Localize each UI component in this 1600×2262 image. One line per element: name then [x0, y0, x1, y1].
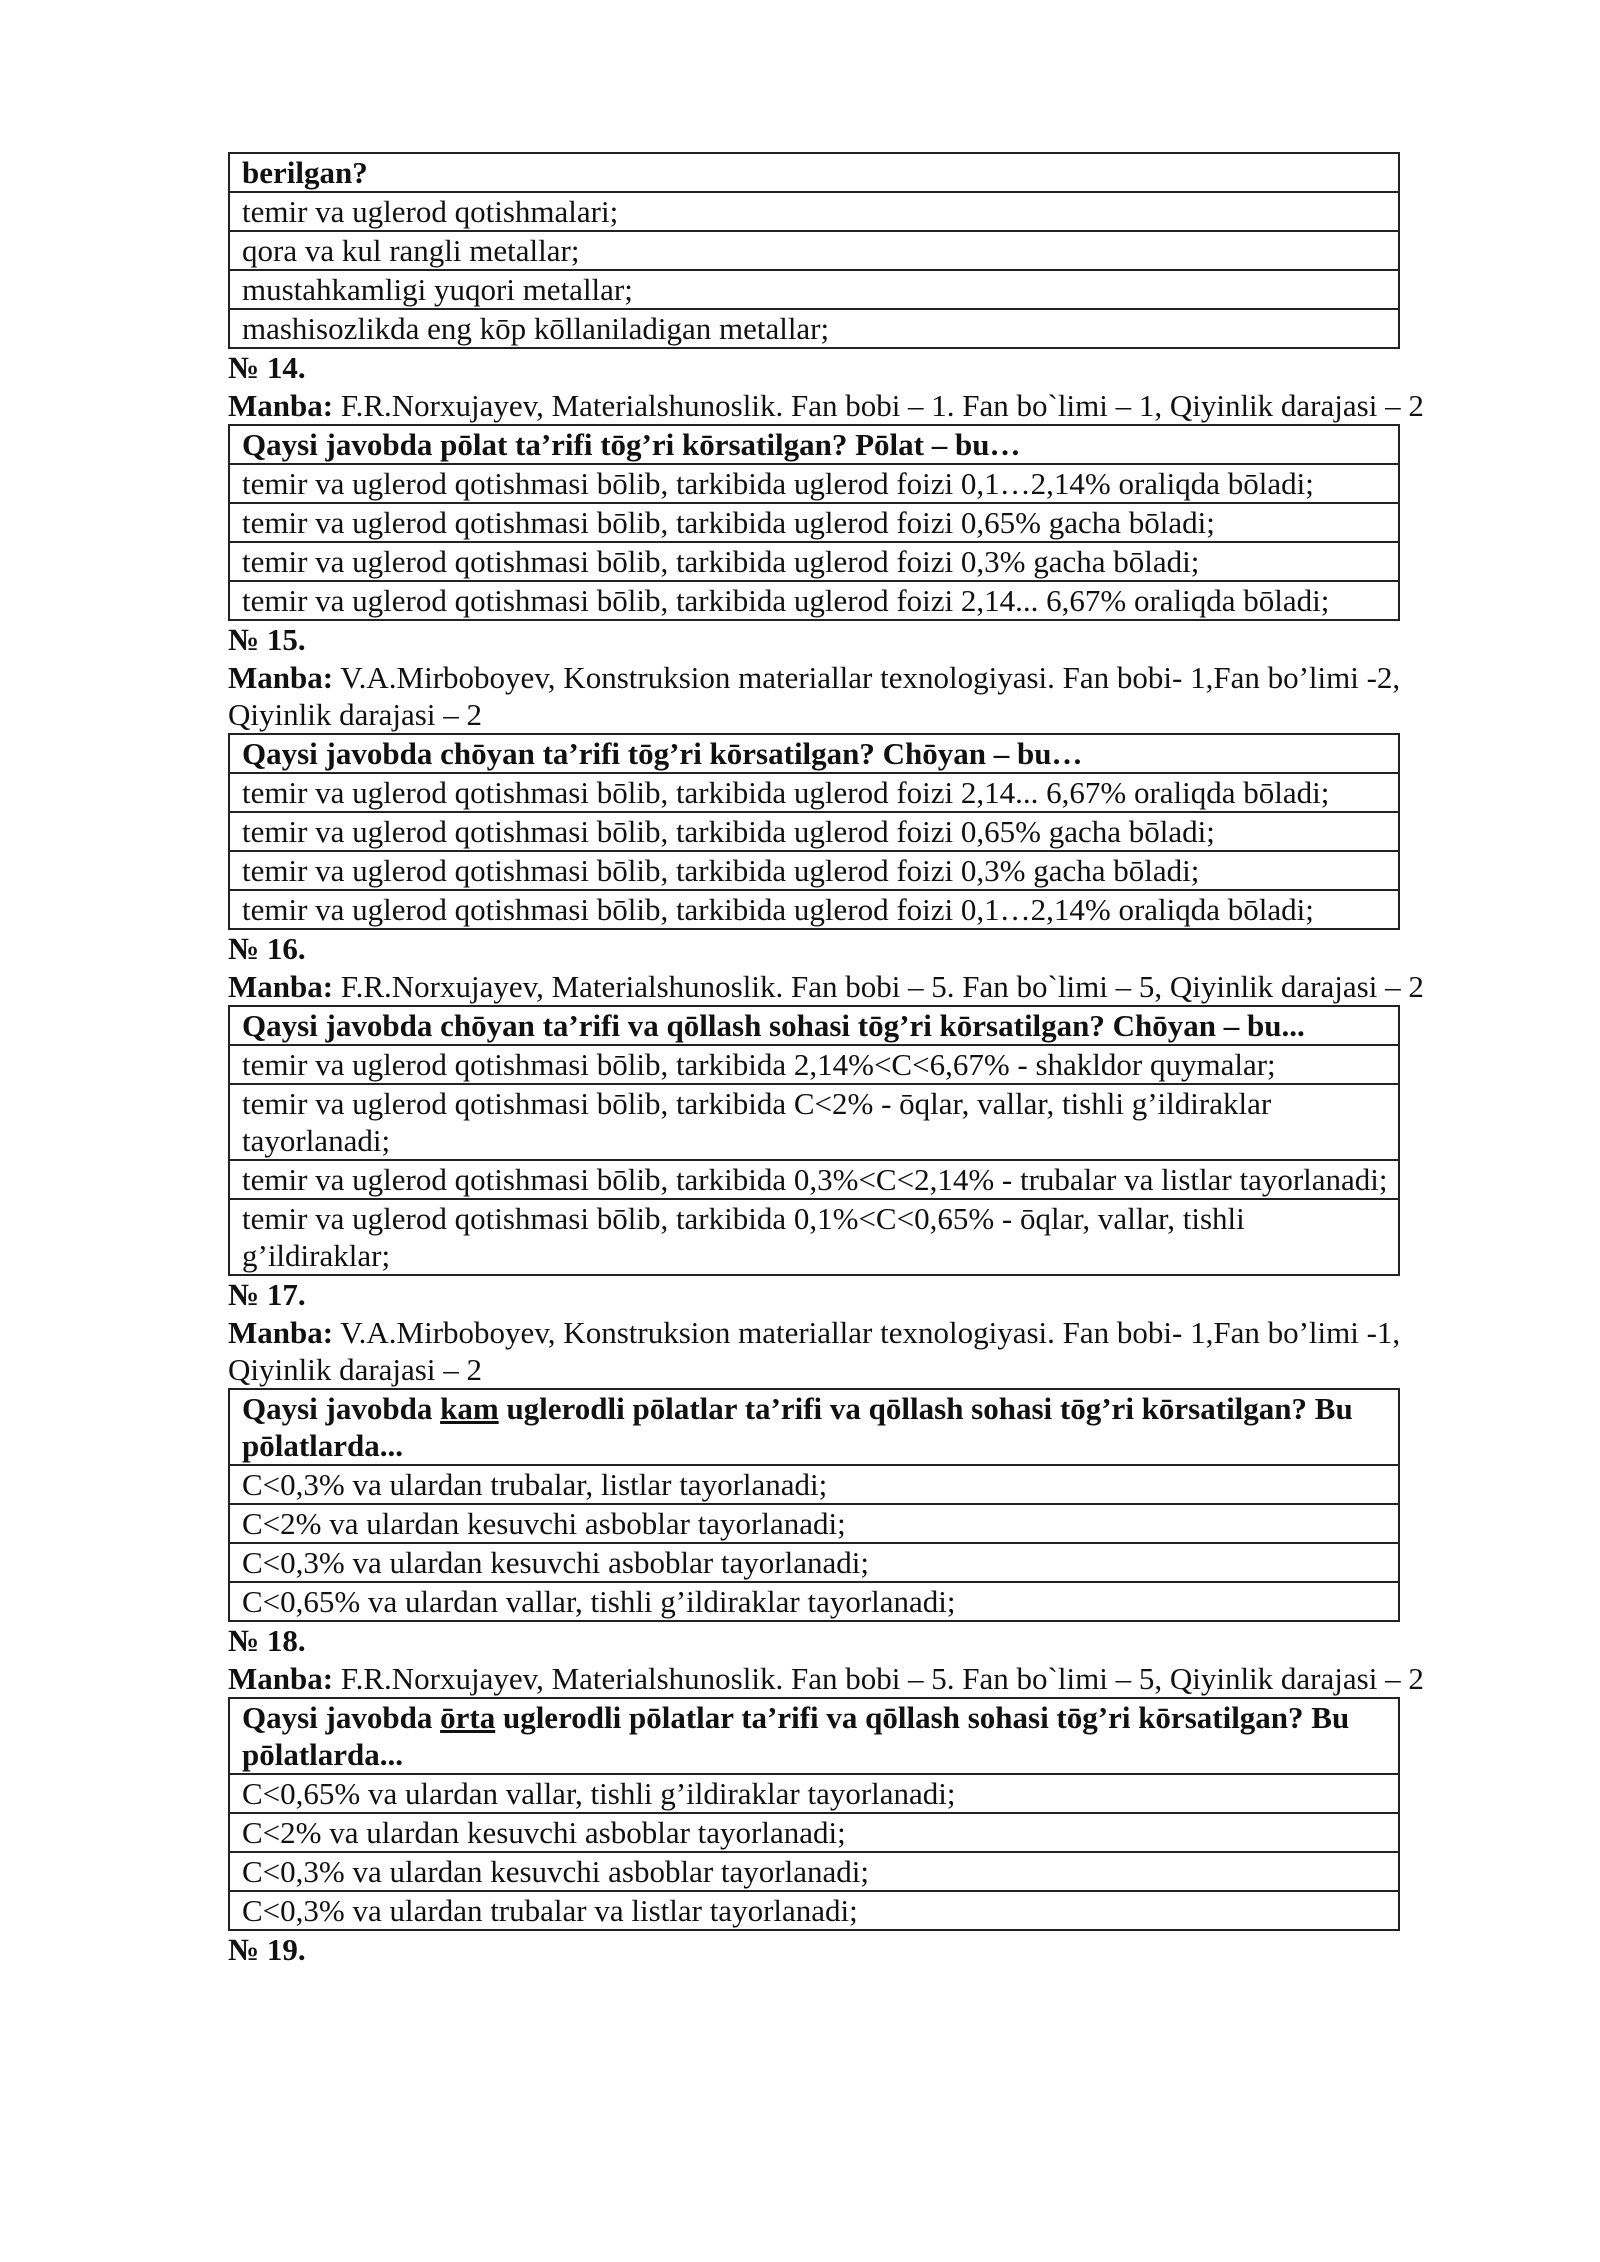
question-13-table [228, 152, 1400, 349]
answer-option: qora va kul rangli metallar; [229, 231, 1399, 270]
question-17-source [228, 1314, 1460, 1388]
answer-option: C<2% va ulardan kesuvchi asboblar tayorlanadi; [229, 1504, 1399, 1543]
question-15-source [228, 659, 1460, 733]
stem-part: Qaysi javobda [242, 1700, 441, 1735]
question-17-number: № 17. [228, 1277, 306, 1312]
source-label: Manba: [228, 660, 334, 695]
question-18-source [228, 1660, 1460, 1697]
question-16-number: № 16. [228, 931, 306, 966]
question-14-number: № 14. [228, 350, 306, 385]
stem-underlined-word: kam [440, 1391, 499, 1426]
question-19-number: № 19. [228, 1932, 306, 1967]
answer-option: mashisozlikda eng kōp kōllaniladigan metallar; [229, 309, 1399, 348]
answer-option: temir va uglerod qotishmasi bōlib, tarkibida C<2% - ōqlar, vallar, tishli g’ildiraklar tayorlanadi; [229, 1084, 1399, 1160]
answer-option: C<2% va ulardan kesuvchi asboblar tayorlanadi; [229, 1813, 1399, 1852]
question-15-table [228, 733, 1400, 930]
answer-option: C<0,3% va ulardan trubalar va listlar tayorlanadi; [229, 1891, 1399, 1930]
source-label: Manba: [228, 1315, 334, 1350]
question-13-stem: berilgan? [229, 153, 1399, 192]
source-label: Manba: [228, 1661, 334, 1696]
question-17-stem [229, 1389, 1399, 1465]
source-label: Manba: [228, 969, 334, 1004]
answer-option: C<0,3% va ulardan trubalar, listlar tayorlanadi; [229, 1465, 1399, 1504]
question-16-source [228, 968, 1460, 1005]
question-15-stem: Qaysi javobda chōyan ta’rifi tōg’ri kōrsatilgan? Chōyan – bu… [229, 734, 1399, 773]
answer-option: temir va uglerod qotishmasi bōlib, tarkibida uglerod foizi 0,1…2,14% oraliqda bōladi; [229, 890, 1399, 929]
question-14-table [228, 424, 1400, 621]
answer-option: temir va uglerod qotishmalari; [229, 192, 1399, 231]
answer-option: temir va uglerod qotishmasi bōlib, tarkibida uglerod foizi 0,3% gacha bōladi; [229, 542, 1399, 581]
answer-option: temir va uglerod qotishmasi bōlib, tarkibida uglerod foizi 0,65% gacha bōladi; [229, 812, 1399, 851]
source-text: V.A.Mirboboyev, Konstruksion materiallar texnologiyasi. Fan bobi- 1,Fan bo’limi -1, Qiyinlik darajasi – 2 [228, 1315, 1401, 1387]
document-page [228, 152, 1424, 1969]
stem-part: Qaysi javobda [242, 1391, 441, 1426]
answer-option: mustahkamligi yuqori metallar; [229, 270, 1399, 309]
question-16-stem: Qaysi javobda chōyan ta’rifi va qōllash sohasi tōg’ri kōrsatilgan? Chōyan – bu... [229, 1006, 1399, 1045]
question-14-source [228, 387, 1460, 424]
answer-option: temir va uglerod qotishmasi bōlib, tarkibida uglerod foizi 0,3% gacha bōladi; [229, 851, 1399, 890]
answer-option: temir va uglerod qotishmasi bōlib, tarkibida uglerod foizi 0,65% gacha bōladi; [229, 503, 1399, 542]
stem-part: uglerodli pōlatlar ta’rifi va qōllash sohasi tōg’ri kōrsatilgan? Bu pōlatlarda... [242, 1700, 1350, 1772]
stem-underlined-word: ōrta [440, 1700, 496, 1735]
question-16-table [228, 1005, 1400, 1276]
question-15-number: № 15. [228, 622, 306, 657]
answer-option: temir va uglerod qotishmasi bōlib, tarkibida 0,3%<C<2,14% - trubalar va listlar tayorlanadi; [229, 1160, 1399, 1199]
source-text: F.R.Norxujayev, Materialshunoslik. Fan bobi – 5. Fan bo`limi – 5, Qiyinlik darajasi – 2 [340, 969, 1424, 1004]
question-18-table [228, 1697, 1400, 1931]
answer-option: C<0,65% va ulardan vallar, tishli g’ildiraklar tayorlanadi; [229, 1774, 1399, 1813]
stem-part: uglerodli pōlatlar ta’rifi va qōllash sohasi tōg’ri kōrsatilgan? Bu pōlatlarda... [242, 1391, 1353, 1463]
source-label: Manba: [228, 388, 334, 423]
answer-option: temir va uglerod qotishmasi bōlib, tarkibida 0,1%<C<0,65% - ōqlar, vallar, tishli g’ildiraklar; [229, 1199, 1399, 1275]
answer-option: C<0,3% va ulardan kesuvchi asboblar tayorlanadi; [229, 1543, 1399, 1582]
source-text: V.A.Mirboboyev, Konstruksion materiallar texnologiyasi. Fan bobi- 1,Fan bo’limi -2, Qiyinlik darajasi – 2 [228, 660, 1401, 732]
answer-option: C<0,3% va ulardan kesuvchi asboblar tayorlanadi; [229, 1852, 1399, 1891]
source-text: F.R.Norxujayev, Materialshunoslik. Fan bobi – 1. Fan bo`limi – 1, Qiyinlik darajasi – 2 [340, 388, 1424, 423]
source-text: F.R.Norxujayev, Materialshunoslik. Fan bobi – 5. Fan bo`limi – 5, Qiyinlik darajasi – 2 [340, 1661, 1424, 1696]
answer-option: temir va uglerod qotishmasi bōlib, tarkibida 2,14%<C<6,67% - shakldor quymalar; [229, 1045, 1399, 1084]
question-18-stem [229, 1698, 1399, 1774]
question-18-number: № 18. [228, 1623, 306, 1658]
answer-option: temir va uglerod qotishmasi bōlib, tarkibida uglerod foizi 2,14... 6,67% oraliqda bōladi; [229, 773, 1399, 812]
question-17-table [228, 1388, 1400, 1622]
answer-option: temir va uglerod qotishmasi bōlib, tarkibida uglerod foizi 2,14... 6,67% oraliqda bōladi; [229, 581, 1399, 620]
question-14-stem: Qaysi javobda pōlat ta’rifi tōg’ri kōrsatilgan? Pōlat – bu… [229, 425, 1399, 464]
answer-option: temir va uglerod qotishmasi bōlib, tarkibida uglerod foizi 0,1…2,14% oraliqda bōladi; [229, 464, 1399, 503]
answer-option: C<0,65% va ulardan vallar, tishli g’ildiraklar tayorlanadi; [229, 1582, 1399, 1621]
